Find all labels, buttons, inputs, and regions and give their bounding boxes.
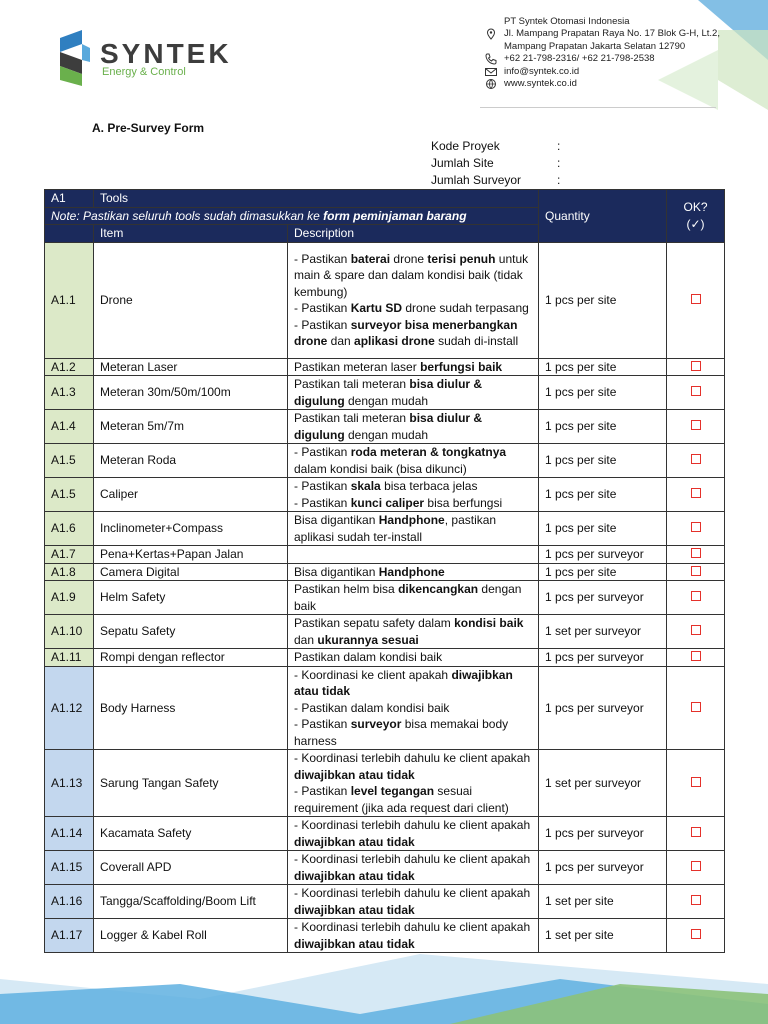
table-note: Note: Pastikan seluruh tools sudah dimasukkan ke form peminjaman barang	[45, 207, 539, 225]
ok-header-mark: (✓)	[686, 216, 705, 231]
row-quantity: 1 pcs per site	[539, 478, 667, 512]
row-description: - Pastikan skala bisa terbaca jelas - Pastikan kunci caliper bisa berfungsi	[288, 478, 539, 512]
row-quantity: 1 pcs per surveyor	[539, 649, 667, 667]
table-row	[45, 512, 725, 546]
ok-checkbox[interactable]	[691, 702, 701, 712]
address-line-1: Jl. Mampang Prapatan Raya No. 17 Blok G-H, Lt.2,	[504, 28, 720, 40]
table-row	[45, 444, 725, 478]
row-code: A1.13	[45, 750, 94, 817]
row-code: A1.8	[45, 563, 94, 581]
row-description: Bisa digantikan Handphone, pastikan aplikasi sudah ter-install	[288, 512, 539, 546]
row-ok-cell	[667, 376, 725, 410]
row-quantity: 1 pcs per site	[539, 410, 667, 444]
row-quantity: 1 pcs per site	[539, 563, 667, 581]
phone-text: +62 21-798-2316/ +62 21-798-2538	[504, 53, 655, 65]
table-row	[45, 563, 725, 581]
row-ok-cell	[667, 581, 725, 615]
ok-checkbox[interactable]	[691, 827, 701, 837]
row-quantity: 1 pcs per site	[539, 376, 667, 410]
table-row	[45, 666, 725, 750]
row-code: A1.15	[45, 851, 94, 885]
meta-label: Kode Proyek	[431, 139, 500, 153]
ok-checkbox[interactable]	[691, 651, 701, 661]
table-row	[45, 478, 725, 512]
ok-checkbox[interactable]	[691, 361, 701, 371]
row-code: A1.5	[45, 444, 94, 478]
ok-checkbox[interactable]	[691, 386, 701, 396]
row-item: Camera Digital	[94, 563, 288, 581]
row-description: Pastikan dalam kondisi baik	[288, 649, 539, 667]
ok-checkbox[interactable]	[691, 861, 701, 871]
ok-checkbox[interactable]	[691, 454, 701, 464]
row-code: A1.17	[45, 919, 94, 953]
row-ok-cell	[667, 919, 725, 953]
row-item: Rompi dengan reflector	[94, 649, 288, 667]
row-ok-cell	[667, 546, 725, 564]
row-ok-cell	[667, 817, 725, 851]
row-description: - Koordinasi terlebih dahulu ke client apakah diwajibkan atau tidak	[288, 885, 539, 919]
ok-checkbox[interactable]	[691, 777, 701, 787]
ok-checkbox[interactable]	[691, 420, 701, 430]
row-description: - Koordinasi terlebih dahulu ke client apakah diwajibkan atau tidak	[288, 817, 539, 851]
table-row	[45, 750, 725, 817]
location-pin-icon	[484, 28, 498, 40]
website-text: www.syntek.co.id	[504, 78, 577, 90]
table-row	[45, 615, 725, 649]
syntek-logo-icon	[54, 30, 94, 86]
meta-label: Jumlah Surveyor	[431, 173, 522, 187]
table-row	[45, 581, 725, 615]
ok-checkbox[interactable]	[691, 548, 701, 558]
row-description: - Pastikan roda meteran & tongkatnya dalam kondisi baik (bisa dikunci)	[288, 444, 539, 478]
row-item: Meteran Roda	[94, 444, 288, 478]
row-quantity: 1 pcs per site	[539, 358, 667, 376]
row-description: Pastikan tali meteran bisa diulur & digulung dengan mudah	[288, 376, 539, 410]
row-item: Body Harness	[94, 666, 288, 750]
row-code: A1.11	[45, 649, 94, 667]
row-ok-cell	[667, 666, 725, 750]
ok-checkbox[interactable]	[691, 895, 701, 905]
row-ok-cell	[667, 885, 725, 919]
table-row	[45, 546, 725, 564]
row-code: A1.12	[45, 666, 94, 750]
table-row	[45, 851, 725, 885]
row-description: Pastikan helm bisa dikencangkan dengan baik	[288, 581, 539, 615]
row-code: A1.14	[45, 817, 94, 851]
meta-value: :	[557, 139, 561, 153]
email-text: info@syntek.co.id	[504, 65, 580, 77]
row-quantity: 1 pcs per site	[539, 444, 667, 478]
row-quantity: 1 set per site	[539, 885, 667, 919]
code-header	[45, 225, 94, 243]
row-ok-cell	[667, 750, 725, 817]
row-item: Meteran 5m/7m	[94, 410, 288, 444]
row-code: A1.1	[45, 242, 94, 358]
row-quantity: 1 pcs per surveyor	[539, 666, 667, 750]
row-item: Sepatu Safety	[94, 615, 288, 649]
row-quantity: 1 pcs per site	[539, 242, 667, 358]
row-item: Tangga/Scaffolding/Boom Lift	[94, 885, 288, 919]
row-item: Helm Safety	[94, 581, 288, 615]
company-contact	[484, 16, 720, 90]
row-code: A1.5	[45, 478, 94, 512]
row-description	[288, 546, 539, 564]
description-header: Description	[288, 225, 539, 243]
row-ok-cell	[667, 444, 725, 478]
row-description: - Koordinasi terlebih dahulu ke client apakah diwajibkan atau tidak	[288, 851, 539, 885]
phone-icon	[484, 53, 498, 65]
globe-icon	[484, 78, 498, 90]
row-quantity: 1 pcs per site	[539, 512, 667, 546]
table-row	[45, 649, 725, 667]
row-quantity: 1 pcs per surveyor	[539, 581, 667, 615]
section-code: A1	[45, 190, 94, 208]
row-code: A1.4	[45, 410, 94, 444]
row-ok-cell	[667, 563, 725, 581]
table-row	[45, 817, 725, 851]
row-description: - Koordinasi ke client apakah diwajibkan atau tidak - Pastikan dalam kondisi baik - Pastikan surveyor bisa memakai body harness	[288, 666, 539, 750]
row-description: - Koordinasi terlebih dahulu ke client apakah diwajibkan atau tidak - Pastikan level tegangan sesuai requirement (jika ada request dari client)	[288, 750, 539, 817]
row-ok-cell	[667, 358, 725, 376]
meta-value: :	[557, 173, 561, 187]
row-code: A1.10	[45, 615, 94, 649]
table-row	[45, 358, 725, 376]
row-ok-cell	[667, 410, 725, 444]
brand-name: SYNTEK	[100, 38, 232, 69]
row-ok-cell	[667, 478, 725, 512]
section-title: Tools	[94, 190, 539, 208]
row-item: Drone	[94, 242, 288, 358]
row-item: Pena+Kertas+Papan Jalan	[94, 546, 288, 564]
table-row	[45, 410, 725, 444]
company-name: PT Syntek Otomasi Indonesia	[504, 16, 630, 27]
row-item: Kacamata Safety	[94, 817, 288, 851]
tools-table	[44, 189, 725, 953]
address-line-2: Mampang Prapatan Jakarta Selatan 12790	[504, 40, 686, 52]
row-quantity: 1 pcs per surveyor	[539, 851, 667, 885]
project-meta	[431, 138, 560, 189]
row-item: Meteran 30m/50m/100m	[94, 376, 288, 410]
item-header: Item	[94, 225, 288, 243]
row-quantity: 1 set per site	[539, 919, 667, 953]
table-row	[45, 376, 725, 410]
table-row	[45, 242, 725, 358]
row-ok-cell	[667, 512, 725, 546]
row-description: - Pastikan baterai drone terisi penuh untuk main & spare dan dalam kondisi baik (tidak kembung) - Pastikan Kartu SD drone sudah terpasang - Pastikan surveyor bisa menerbangkan drone dan aplikasi drone sudah di-install	[288, 242, 539, 358]
row-code: A1.2	[45, 358, 94, 376]
row-ok-cell	[667, 851, 725, 885]
row-code: A1.7	[45, 546, 94, 564]
row-ok-cell	[667, 242, 725, 358]
meta-row-site-count	[431, 155, 560, 172]
meta-label: Jumlah Site	[431, 156, 494, 170]
form-title: A. Pre-Survey Form	[92, 121, 205, 135]
ok-checkbox[interactable]	[691, 522, 701, 532]
row-ok-cell	[667, 615, 725, 649]
row-code: A1.6	[45, 512, 94, 546]
header-divider	[480, 107, 716, 108]
row-description: Pastikan tali meteran bisa diulur & digulung dengan mudah	[288, 410, 539, 444]
row-item: Logger & Kabel Roll	[94, 919, 288, 953]
row-quantity: 1 set per surveyor	[539, 750, 667, 817]
row-description: Pastikan meteran laser berfungsi baik	[288, 358, 539, 376]
email-icon	[484, 66, 498, 78]
row-ok-cell	[667, 649, 725, 667]
row-item: Sarung Tangan Safety	[94, 750, 288, 817]
row-description: - Koordinasi terlebih dahulu ke client apakah diwajibkan atau tidak	[288, 919, 539, 953]
row-code: A1.9	[45, 581, 94, 615]
ok-header-label: OK?	[683, 200, 708, 215]
row-item: Meteran Laser	[94, 358, 288, 376]
meta-row-surveyor-count	[431, 172, 560, 189]
table-header-row	[45, 190, 725, 208]
ok-checkbox[interactable]	[691, 566, 701, 576]
ok-checkbox[interactable]	[691, 929, 701, 939]
row-description: Bisa digantikan Handphone	[288, 563, 539, 581]
table-row	[45, 919, 725, 953]
ok-checkbox[interactable]	[691, 625, 701, 635]
row-item: Inclinometer+Compass	[94, 512, 288, 546]
table-row	[45, 885, 725, 919]
quantity-header: Quantity	[539, 190, 667, 243]
brand-tagline: Energy & Control	[102, 66, 186, 78]
ok-checkbox[interactable]	[691, 294, 701, 304]
ok-checkbox[interactable]	[691, 488, 701, 498]
ok-checkbox[interactable]	[691, 591, 701, 601]
row-item: Caliper	[94, 478, 288, 512]
row-quantity: 1 pcs per surveyor	[539, 817, 667, 851]
row-code: A1.16	[45, 885, 94, 919]
row-description: Pastikan sepatu safety dalam kondisi baik dan ukurannya sesuai	[288, 615, 539, 649]
meta-row-project-code	[431, 138, 560, 155]
row-quantity: 1 set per surveyor	[539, 615, 667, 649]
ok-header	[667, 190, 725, 243]
meta-value: :	[557, 156, 561, 170]
row-quantity: 1 pcs per surveyor	[539, 546, 667, 564]
row-item: Coverall APD	[94, 851, 288, 885]
row-code: A1.3	[45, 376, 94, 410]
